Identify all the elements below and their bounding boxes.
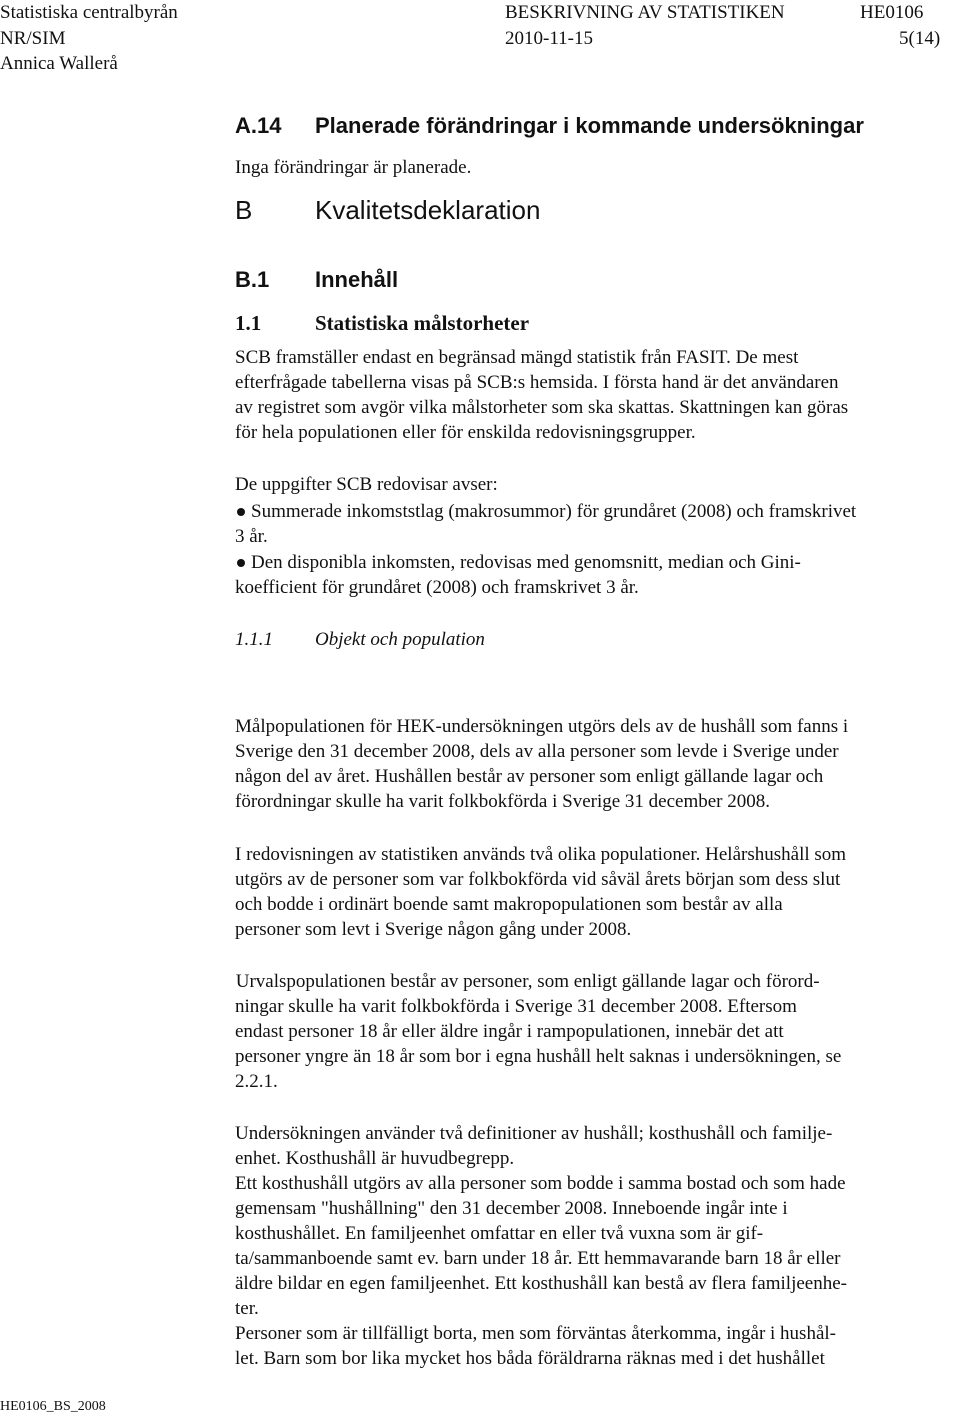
list-item-continued: koefficient för grundåret (2008) och framskrivet 3 år.: [235, 577, 639, 598]
text-line: gemensam "hushållning" den 31 december 2008. Inneboende ingår inte i: [235, 1198, 788, 1219]
org-name: Statistiska centralbyrån: [0, 2, 178, 23]
section-number: A.14: [235, 113, 282, 138]
text-line: för hela populationen eller för enskilda redovisningsgrupper.: [235, 422, 696, 443]
text-line: utgörs av de personer som var folkbokförda vid såväl årets början som dess slut: [235, 869, 841, 890]
list-intro: De uppgifter SCB redovisar avser:: [235, 474, 498, 495]
section-title: Objekt och population: [315, 629, 485, 650]
text-line: Ett kosthushåll utgörs av alla personer som bodde i samma bostad och som hade: [235, 1173, 846, 1194]
text-line: let. Barn som bor lika mycket hos båda föräldrarna räknas med i det hushållet: [235, 1348, 825, 1369]
list-item: Den disponibla inkomsten, redovisas med genomsnitt, median och Gini-: [251, 552, 801, 573]
dept: NR/SIM: [0, 28, 66, 49]
text-line: Sverige den 31 december 2008, dels av alla personer som levde i Sverige under: [235, 741, 839, 762]
text-line: SCB framställer endast en begränsad mängd statistik från FASIT. De mest: [235, 347, 799, 368]
text-line: förordningar skulle ha varit folkbokförda i Sverige 31 december 2008.: [235, 791, 771, 812]
text-line: ter.: [235, 1298, 259, 1319]
text-line: Undersökningen använder två definitioner av hushåll; kosthushåll och familje-: [235, 1123, 833, 1144]
author: Annica Wallerå: [0, 53, 118, 74]
text-line: 2.2.1.: [235, 1071, 278, 1092]
bullet-icon: [237, 508, 245, 516]
text-line: personer yngre än 18 år som bor i egna hushåll helt saknas i undersökningen, se: [235, 1046, 842, 1067]
footer-code: HE0106_BS_2008: [0, 1399, 106, 1414]
doc-type: BESKRIVNING AV STATISTIKEN: [505, 2, 785, 23]
bullet-icon: [237, 559, 245, 567]
text-line: av registret som avgör vilka målstorheter som ska skattas. Skattningen kan göras: [235, 397, 849, 418]
text-line: ta/sammanboende samt ev. barn under 18 år. Ett hemmavarande barn 18 år eller: [235, 1248, 841, 1269]
text-line: enhet. Kosthushåll är huvudbegrepp.: [235, 1148, 515, 1169]
text-line: personer som levt i Sverige någon gång under 2008.: [235, 919, 632, 940]
list-item-continued: 3 år.: [235, 526, 268, 547]
text-line: Urvalspopulationen består av personer, som enligt gällande lagar och förord-: [231, 971, 820, 992]
text-line: efterfrågade tabellerna visas på SCB:s hemsida. I första hand är det användaren: [235, 372, 839, 393]
text-line: någon del av året. Hushållen består av personer som enligt gällande lagar och: [235, 766, 824, 787]
text-line: ningar skulle ha varit folkbokförda i Sverige 31 december 2008. Eftersom: [235, 996, 797, 1017]
text-line: Målpopulationen för HEK-undersökningen utgörs dels av de hushåll som fanns i: [235, 716, 849, 737]
page-number: 5(14): [899, 28, 941, 49]
section-number: B.1: [235, 267, 270, 292]
text-line: Personer som är tillfälligt borta, men som förväntas återkomma, ingår i hushål-: [235, 1323, 836, 1344]
list-item: Summerade inkomststlag (makrosummor) för grundåret (2008) och framskrivet: [251, 501, 857, 522]
text-line: kosthushållet. En familjeenhet omfattar en eller två vuxna som är gif-: [235, 1223, 764, 1244]
section-number: 1.1: [235, 311, 262, 335]
section-number: 1.1.1: [235, 629, 273, 650]
text-line: äldre bildar en egen familjeenhet. Ett kosthushåll kan bestå av flera familjeenhe-: [235, 1273, 847, 1294]
doc-code: HE0106: [860, 2, 924, 23]
section-title: Planerade förändringar i kommande undersökningar: [315, 113, 864, 138]
text-line: och bodde i ordinärt boende samt makropopulationen som består av alla: [235, 894, 783, 915]
text-line: I redovisningen av statistiken används två olika populationer. Helårshushåll som: [235, 844, 847, 865]
section-text: Inga förändringar är planerade.: [235, 157, 472, 178]
section-title: Innehåll: [315, 267, 399, 292]
doc-date: 2010-11-15: [505, 28, 593, 49]
section-title: Kvalitetsdeklaration: [315, 195, 541, 225]
text-line: endast personer 18 år eller äldre ingår i rampopulationen, innebär det att: [235, 1021, 784, 1042]
section-title: Statistiska målstorheter: [315, 311, 530, 335]
section-number: B: [235, 195, 253, 225]
